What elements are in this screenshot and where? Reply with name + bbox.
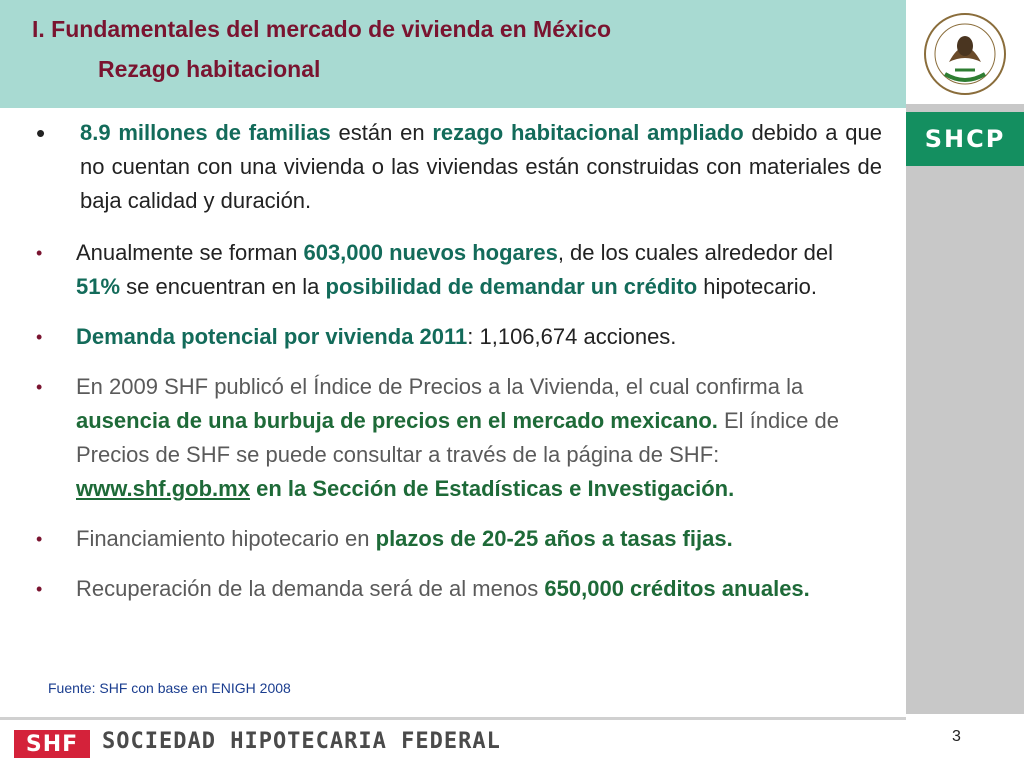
page-subtitle: Rezago habitacional [98, 56, 321, 82]
bullet-icon: • [36, 529, 43, 549]
bullet-rezago: • 8.9 millones de familias están en rezago habitacional ampliado debido a que no cuentan con una vivienda o las viviendas están construidas con materiales de baja calidad y duración. [32, 116, 882, 218]
bullet-financiamiento: • Financiamiento hipotecario en plazos de 20-25 años a tasas fijas. [32, 522, 882, 556]
right-sidebar [906, 0, 1024, 714]
source-note: Fuente: SHF con base en ENIGH 2008 [48, 680, 291, 696]
bullet-icon: • [36, 579, 43, 599]
bullet-icon: • [36, 118, 46, 148]
page-title: I. Fundamentales del mercado de vivienda en México [32, 16, 612, 42]
bullet-indice-precios: • En 2009 SHF publicó el Índice de Precios a la Vivienda, el cual confirma la ausencia de una burbuja de precios en el mercado mexicano. El índice de Precios de SHF se puede consultar a través de la página de SHF: www.shf.gob.mx en la Sección de Estadísticas e Investigación. [32, 370, 882, 506]
bullet-icon: • [36, 243, 43, 263]
shf-website-link[interactable]: www.shf.gob.mx [76, 476, 250, 501]
footer-divider [0, 717, 906, 720]
shcp-logo: SHCP [906, 112, 1024, 166]
bullet-icon: • [36, 327, 43, 347]
national-crest-icon [919, 10, 1011, 98]
shf-logo: SHF [14, 730, 90, 758]
bullet-icon: • [36, 377, 43, 397]
organization-name: SOCIEDAD HIPOTECARIA FEDERAL [102, 729, 501, 754]
bullet-recuperacion: • Recuperación de la demanda será de al menos 650,000 créditos anuales. [32, 572, 882, 606]
bullet-demanda: • Demanda potencial por vivienda 2011: 1,106,674 acciones. [32, 320, 882, 354]
page-number: 3 [952, 728, 961, 745]
slide-content [32, 116, 882, 622]
bullet-nuevos-hogares: • Anualmente se forman 603,000 nuevos hogares, de los cuales alrededor del 51% se encuentran en la posibilidad de demandar un crédito hipotecario. [32, 236, 882, 304]
